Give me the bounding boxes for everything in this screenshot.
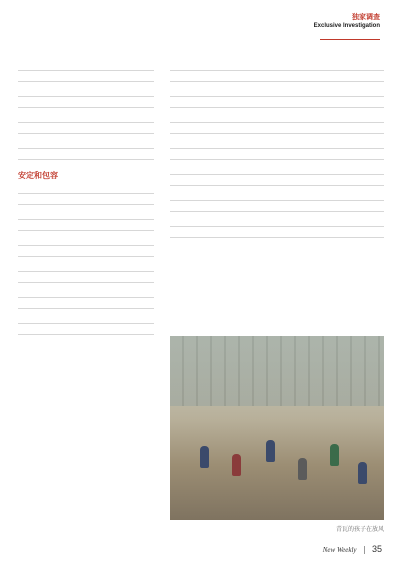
body-paragraph [170,90,384,110]
school-building [170,336,384,406]
body-paragraph [170,64,384,84]
body-paragraph [170,194,384,214]
body-paragraph [18,291,154,311]
body-paragraph [18,213,154,233]
magazine-brand: New Weekly [322,546,357,554]
page-footer [323,544,382,554]
body-paragraph [18,142,154,162]
body-paragraph [18,187,154,207]
child-figure [330,444,339,466]
body-paragraph [18,116,154,136]
right-column [170,64,384,246]
body-paragraph [18,239,154,259]
child-figure [358,462,367,484]
photo-caption: 青瓦的孩子在放风 [335,526,384,533]
body-paragraph [18,317,154,337]
body-paragraph [18,265,154,285]
body-paragraph [170,116,384,136]
section-subhead: 安定和包容 [18,171,58,180]
footer-divider [364,546,365,554]
page-number: 35 [371,544,382,554]
body-paragraph [18,90,154,110]
child-figure [266,440,275,462]
section-header [314,12,380,29]
body-paragraph [170,168,384,188]
child-figure [200,446,209,468]
section-title-en: Exclusive Investigation [313,23,380,29]
child-figure [232,454,241,476]
body-paragraph [18,64,154,84]
header-rule [320,39,380,40]
body-paragraph [170,142,384,162]
child-figure [298,458,307,480]
schoolyard-photo [170,336,384,520]
section-title-cn: 独家调查 [352,13,380,21]
left-column [18,64,154,343]
body-paragraph [170,220,384,240]
